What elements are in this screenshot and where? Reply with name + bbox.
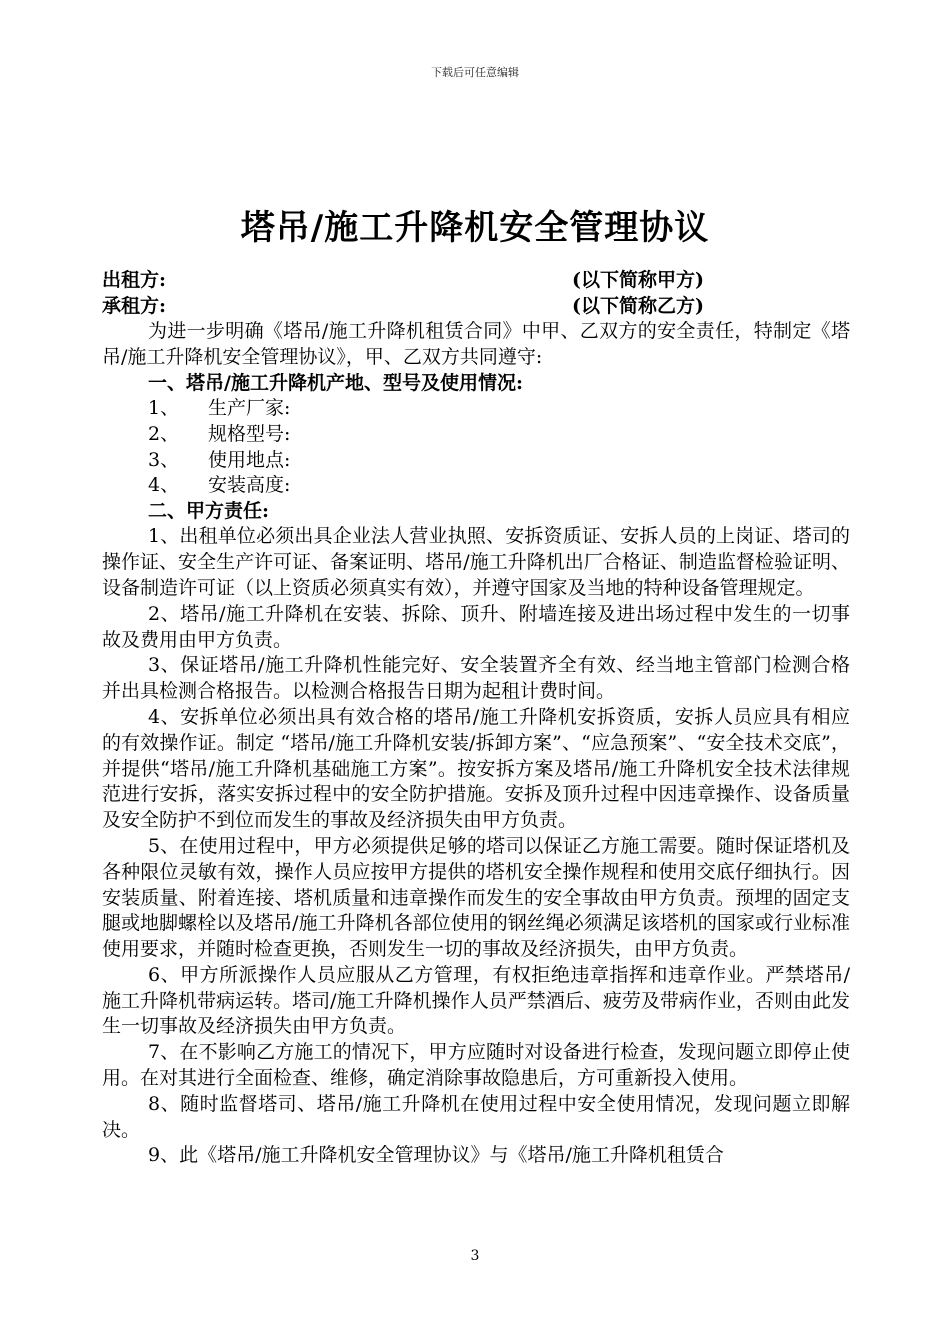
section1-item: [102, 396, 850, 422]
section2-heading: 二、甲方责任:: [148, 499, 270, 522]
section2-paragraph: 9、此《塔吊/施工升降机安全管理协议》与《塔吊/施工升降机租赁合: [148, 1144, 724, 1167]
item-number: 1、: [148, 397, 180, 420]
page-number: 3: [470, 1248, 480, 1264]
section2-paragraph: 8、随时监督塔司、塔吊/施工升降机在使用过程中安全使用情况，发现问题立即解决。: [102, 1092, 850, 1141]
section2-paragraph: 2、塔吊/施工升降机在安装、拆除、顶升、附墙连接及进出场过程中发生的一切事故及费用由甲方负责。: [102, 602, 850, 651]
header-note: 下载后可任意编辑: [431, 66, 519, 79]
section2-paragraph: 4、安拆单位必须出具有效合格的塔吊/施工升降机安拆资质，安拆人员应具有相应的有效操作证。制定 “塔吊/施工升降机安装/拆卸方案”、“应急预案”、“安全技术交底”，并提供“塔吊/施工升降机基础施工方案”。按安拆方案及塔吊/施工升降机安全技术法律规范进行安拆，落实安拆过程中的安全防护措施。安拆及顶升过程中因违章操作、设备质量及安全防护不到位而发生的事故及经济损失由甲方负责。: [102, 705, 850, 832]
item-text: 生产厂家:: [208, 397, 291, 420]
party-lessor-label: 出租方:: [102, 269, 167, 291]
item-text: 规格型号:: [208, 422, 291, 445]
section1-item: [102, 422, 850, 448]
item-number: 3、: [148, 448, 180, 471]
section1-item: [102, 473, 850, 499]
section1-heading: 一、塔吊/施工升降机产地、型号及使用情况:: [148, 371, 523, 394]
party-lessee-label: 承租方:: [102, 294, 167, 317]
party-lessor: [102, 268, 850, 294]
intro-paragraph: 为进一步明确《塔吊/施工升降机租赁合同》中甲、乙双方的安全责任，特制定《塔吊/施工升降机安全管理协议》，甲、乙双方共同遵守:: [102, 320, 850, 368]
document-body: [102, 268, 850, 1169]
section2-paragraph: 3、保证塔吊/施工升降机性能完好、安全装置齐全有效、经当地主管部门检测合格并出具检测合格报告。以检测合格报告日期为起租计费时间。: [102, 654, 850, 703]
document-title: 塔吊/施工升降机安全管理协议: [240, 208, 710, 248]
item-number: 4、: [148, 474, 180, 497]
item-text: 安装高度:: [208, 474, 291, 497]
section2-paragraph: 7、在不影响乙方施工的情况下，甲方应随时对设备进行检查，发现问题立即停止使用。在对其进行全面检查、维修，确定消除事故隐患后，方可重新投入使用。: [102, 1041, 850, 1090]
item-number: 2、: [148, 422, 180, 445]
section1-item: [102, 448, 850, 474]
item-text: 使用地点:: [208, 448, 291, 471]
party-lessee: [102, 294, 850, 320]
section2-paragraph: 1、出租单位必须出具企业法人营业执照、安拆资质证、安拆人员的上岗证、塔司的操作证、安全生产许可证、备案证明、塔吊/施工升降机出厂合格证、制造监督检验证明、设备制造许可证（以上资质必须真实有效），并遵守国家及当地的特种设备管理规定。: [102, 525, 850, 599]
party-lessor-note: (以下简称甲方): [572, 269, 704, 291]
party-lessee-note: (以下简称乙方): [572, 294, 704, 317]
section2-paragraph: 6、甲方所派操作人员应服从乙方管理，有权拒绝违章指挥和违章作业。严禁塔吊/施工升降机带病运转。塔司/施工升降机操作人员严禁酒后、疲劳及带病作业，否则由此发生一切事故及经济损失由甲方负责。: [102, 963, 850, 1038]
section2-paragraph: 5、在使用过程中，甲方必须提供足够的塔司以保证乙方施工需要。随时保证塔机及各种限位灵敏有效，操作人员应按甲方提供的塔机安全操作规程和使用交底仔细执行。因安装质量、附着连接、塔机质量和违章操作而发生的安全事故由甲方负责。预埋的固定支腿或地脚螺栓以及塔吊/施工升降机各部位使用的钢丝绳必须满足该塔机的国家或行业标准使用要求，并随时检查更换，否则发生一切的事故及经济损失，由甲方负责。: [102, 834, 850, 961]
